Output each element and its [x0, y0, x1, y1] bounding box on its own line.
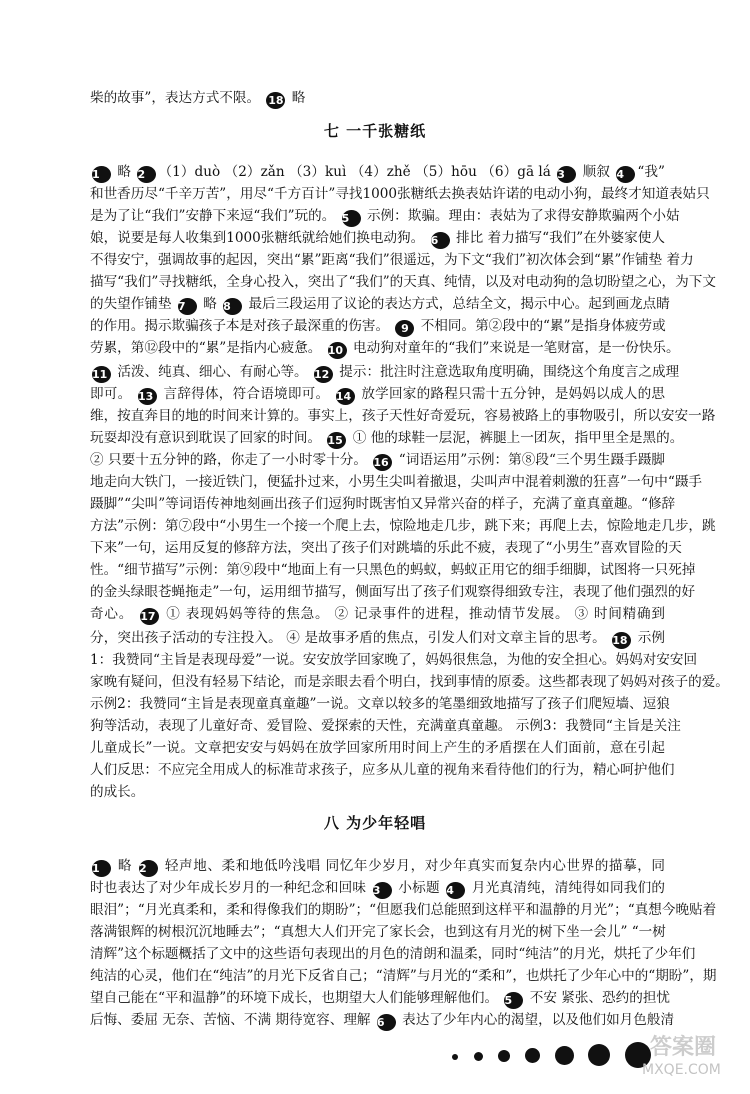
- text-segment: 排比 着力描写“我们”在外婆家使人: [451, 230, 665, 246]
- text-segment: 顺叙: [578, 164, 615, 180]
- text-segment: 轻声地、柔和地低吟浅唱 同忆年少岁月，对少年真实而复杂内心世界的描摹，同: [159, 858, 666, 874]
- text-line: [90, 316, 665, 337]
- text-line: [90, 672, 729, 692]
- text-segment: 示例2：我赞同“主旨是表现童真童趣”一说。文章以较多的笔墨细致地描写了孩子们爬短墙、逗狼: [90, 696, 670, 712]
- question-number-badge: 2: [137, 166, 156, 183]
- text-segment: 最后三段运用了议论的表达方式，总结全文，揭示中心。起到画龙点睛: [244, 296, 670, 312]
- text-segment: 不相同。第②段中的“累”是指身体疲劳或: [416, 318, 666, 334]
- text-line: [90, 538, 682, 558]
- text-line: [90, 1010, 675, 1031]
- text-segment: 小标题: [393, 880, 445, 896]
- text-segment: 娘，说要是每人收集到1000张糖纸就给她们换电动狗。: [90, 230, 429, 246]
- text-line: [90, 900, 717, 920]
- text-segment: 的作用。揭示欺骗孩子本是对孩子最深重的伤害。: [90, 318, 394, 334]
- question-number-badge: 15: [327, 432, 346, 449]
- text-segment: 眼泪”；“月光真柔和，柔和得像我们的期盼”；“但愿我们总能照到这样平和温静的月光”；“真想今晚贴着: [90, 902, 717, 918]
- text-segment: 方法”示例：第⑦段中“小男生一个接一个爬上去，惊险地走几步，跳下来；再爬上去，惊险地走几步，跳: [90, 518, 716, 534]
- text-line: [90, 856, 665, 877]
- text-segment: 玩耍却没有意识到耽误了回家的时间。: [90, 430, 326, 446]
- text-segment: 下来”一句，运用反复的修辞方法，突出了孩子们对跳墙的乐此不疲，表现了“小男生”喜欢冒险的天: [90, 540, 682, 556]
- text-line: [90, 472, 703, 492]
- question-number-badge: 6: [431, 232, 450, 249]
- section-title-7: 七 一千张糖纸: [323, 122, 427, 140]
- text-segment: ② 只要十五分钟的路，你走了一小时零十分。: [90, 452, 372, 468]
- text-line: [90, 760, 675, 780]
- text-segment: 示例: [633, 630, 665, 646]
- text-line: [90, 516, 716, 536]
- text-segment: 的失望作铺垫: [90, 296, 176, 312]
- question-number-badge: 2: [139, 860, 158, 877]
- question-number-badge: 18: [612, 632, 631, 649]
- text-segment: （1）duò （2）zǎn （3）kuì （4）zhě （5）hōu （6）gā lá: [158, 164, 556, 180]
- text-segment: 是为了让“我们”安静下来逗“我们”玩的。: [90, 208, 340, 224]
- text-segment: 略: [113, 164, 136, 180]
- text-segment: 分，突出孩子活动的专注投入。 ④ 是故事矛盾的焦点，引发人们对文章主旨的思考。: [90, 630, 611, 646]
- text-line: [90, 694, 670, 714]
- text-line: [90, 450, 665, 471]
- text-segment: “我”: [637, 164, 665, 180]
- text-segment: 纯洁的心灵，他们在“纯洁”的月光下反省自己；“清辉”与月光的“柔和”，也烘托了少年心中的“期盼”，期: [90, 968, 717, 984]
- text-line: [90, 338, 680, 359]
- text-line: [90, 184, 710, 204]
- question-number-badge: 4: [446, 882, 465, 899]
- text-segment: 月光真清纯，清纯得如同我们的: [467, 880, 665, 896]
- text-segment: 人们反思：不应完全用成人的标准苛求孩子，应多从儿童的视角来看待他们的行为，精心呵护他们: [90, 762, 675, 778]
- text-line: [90, 206, 680, 227]
- text-line: [90, 272, 716, 292]
- text-segment: 狗等活动，表现了儿童好奇、爱冒险、爱探索的天性，充满童真童趣。 示例3：我赞同“主旨是关注: [90, 718, 681, 734]
- text-line: [90, 582, 696, 602]
- text-segment: 1：我赞同“主旨是表现母爱”一说。安安放学回家晚了，妈妈很焦急，为他的安全担心。妈妈对安安回: [90, 652, 698, 668]
- question-number-badge: 1: [92, 860, 111, 877]
- text-segment: 电动狗对童年的“我们”来说是一笔财富，是一份快乐。: [348, 340, 680, 356]
- question-number-badge: 3: [557, 166, 576, 183]
- question-number-badge: 8: [223, 298, 242, 315]
- question-number-badge: 4: [616, 166, 635, 183]
- text-line: [90, 384, 665, 405]
- text-segment: 不得安宁，强调故事的起因，突出“累”距离“我们”很遥远，为下文“我们”初次体会到“累”作铺垫 着力: [90, 252, 694, 268]
- text-segment: 言辞得体，符合语境即可。: [158, 386, 334, 402]
- text-segment: 略: [198, 296, 222, 312]
- question-number-badge: 5: [504, 992, 523, 1009]
- question-number-badge: 9: [395, 320, 414, 337]
- text-segment: 和世香历尽“千辛万苦”，用尽“千方百计”寻找1000张糖纸去换表姑许诺的电动小狗，最终才知道表姑只: [90, 186, 710, 202]
- text-segment: 奇心。: [90, 606, 139, 622]
- text-segment: 望自己能在“平和温静”的环境下成长，也期望大人们能够理解他们。: [90, 990, 503, 1006]
- text-line: [90, 922, 665, 942]
- text-line: [90, 716, 681, 736]
- question-number-badge: 1: [92, 166, 111, 183]
- text-line: [90, 988, 671, 1009]
- text-line: [90, 560, 696, 580]
- text-segment: 劳累，第⑫段中的“累”是指内心疲惫。: [90, 340, 326, 356]
- text-segment: 的金头绿眼苍蝇拖走”一句，运用细节描写，侧面写出了孩子们观察得细致专注，表现了他们强烈的好: [90, 584, 696, 600]
- text-segment: 提示：批注时注意选取角度明确，围绕这个角度言之成理: [334, 364, 680, 380]
- text-segment: 表达了少年内心的渴望，以及他们如月色般清: [397, 1012, 675, 1028]
- text-line: [90, 362, 680, 383]
- question-number-badge: 14: [336, 388, 355, 405]
- text-segment: 儿童成长”一说。文章把安安与妈妈在放学回家所用时间上产生的矛盾摆在人们面前，意在引起: [90, 740, 665, 756]
- text-segment: 清辉”这个标题概括了文中的这些语句表现出的月色的清朗和温柔，同时“纯洁”的月光，烘托了少年们: [90, 946, 696, 962]
- text-line: [90, 782, 665, 802]
- text-segment: 示例：欺骗。理由：表姑为了求得安静欺骗两个小姑: [362, 208, 680, 224]
- text-segment: 描写“我们”寻找糖纸，全身心投入，突出了“我们”的天真、纯情，以及对电动狗的急切盼望之心，为下文: [90, 274, 716, 290]
- text-segment: 后悔、委屈 无奈、苦恼、不满 期待宽容、理解: [90, 1012, 375, 1028]
- text-segment: 性。“细节描写”示例：第⑨段中“地面上有一只黑色的蚂蚁，蚂蚁正用它的细手细脚，试图将一只死掉: [90, 562, 696, 578]
- text-segment: 不安 紧张、恐约的担忧: [525, 990, 671, 1006]
- text-segment: ① 他的球鞋一层泥，裤腿上一团灰，指甲里全是黑的。: [348, 430, 684, 446]
- text-line: [90, 650, 698, 670]
- text-line: [90, 428, 684, 449]
- question-number-badge: 18: [268, 94, 284, 107]
- question-number-badge: 13: [138, 388, 157, 405]
- text-line: [90, 162, 665, 183]
- text-line: [90, 88, 665, 109]
- section-title-8: 八 为少年轻唱: [323, 814, 427, 832]
- text-segment: 略: [113, 858, 137, 874]
- text-segment: 蹑脚”“尖叫”等词语传神地刻画出孩子们逗狗时既害怕又异常兴奋的样子，充满了童真童趣。“修辞: [90, 496, 676, 512]
- text-line: [90, 494, 676, 514]
- question-number-badge: 6: [377, 1014, 396, 1031]
- text-segment: ① 表现妈妈等待的焦急。 ② 记录事件的进程，推动情节发展。 ③ 时间精确到: [161, 606, 665, 622]
- question-number-badge: 7: [178, 298, 197, 315]
- text-line: [90, 294, 670, 315]
- text-segment: 家晚有疑问，但没有轻易下结论，而是亲眼去看个明白，找到事情的原委。这些都表现了妈妈对孩子的爱。: [90, 674, 729, 690]
- text-segment: 时也表达了对少年成长岁月的一种纪念和回味: [90, 880, 371, 896]
- text-line: [90, 944, 696, 964]
- question-number-badge: 10: [328, 342, 347, 359]
- text-segment: 的成长。: [90, 784, 145, 800]
- text-segment: 地走向大铁门，一接近铁门，便猛扑过来，小男生尖叫着撤退，尖叫声中混着刺激的狂喜”一句中“蹑手: [90, 474, 703, 490]
- question-number-badge: 5: [342, 210, 361, 227]
- text-segment: 即可。: [90, 386, 136, 402]
- text-segment: 略: [287, 90, 306, 106]
- watermark-url: MXQE.COM: [642, 1062, 721, 1078]
- text-segment: 活泼、纯真、细心、有耐心等。: [113, 364, 312, 380]
- text-line: [90, 406, 716, 426]
- question-number-badge: 12: [314, 366, 333, 383]
- text-line: [90, 966, 717, 986]
- text-segment: 落满银辉的树根沉沉地睡去”；“真想大人们开完了家长会，也到这有月光的树下坐一会儿” “一树: [90, 924, 666, 940]
- text-line: [90, 228, 665, 249]
- text-segment: 维，按直奔目的地的时间来计算的。事实上，孩子天性好奇爱玩，容易被路上的事物吸引，所以安安一路: [90, 408, 716, 424]
- watermark-logo: 答案圈: [650, 1035, 717, 1060]
- question-number-badge: 16: [373, 454, 392, 471]
- question-number-badge: 3: [373, 882, 392, 899]
- text-line: [90, 628, 665, 649]
- text-line: [90, 878, 665, 899]
- question-number-badge: 11: [92, 366, 111, 383]
- question-number-badge: 17: [140, 608, 159, 625]
- text-line: [90, 738, 665, 758]
- text-line: [90, 604, 665, 625]
- text-segment: “词语运用”示例：第⑧段“三个男生蹑手蹑脚: [394, 452, 666, 468]
- text-segment: 放学回家的路程只需十五分钟，是妈妈以成人的思: [356, 386, 665, 402]
- text-line: [90, 250, 694, 270]
- text-segment: 柴的故事”，表达方式不限。: [90, 90, 265, 106]
